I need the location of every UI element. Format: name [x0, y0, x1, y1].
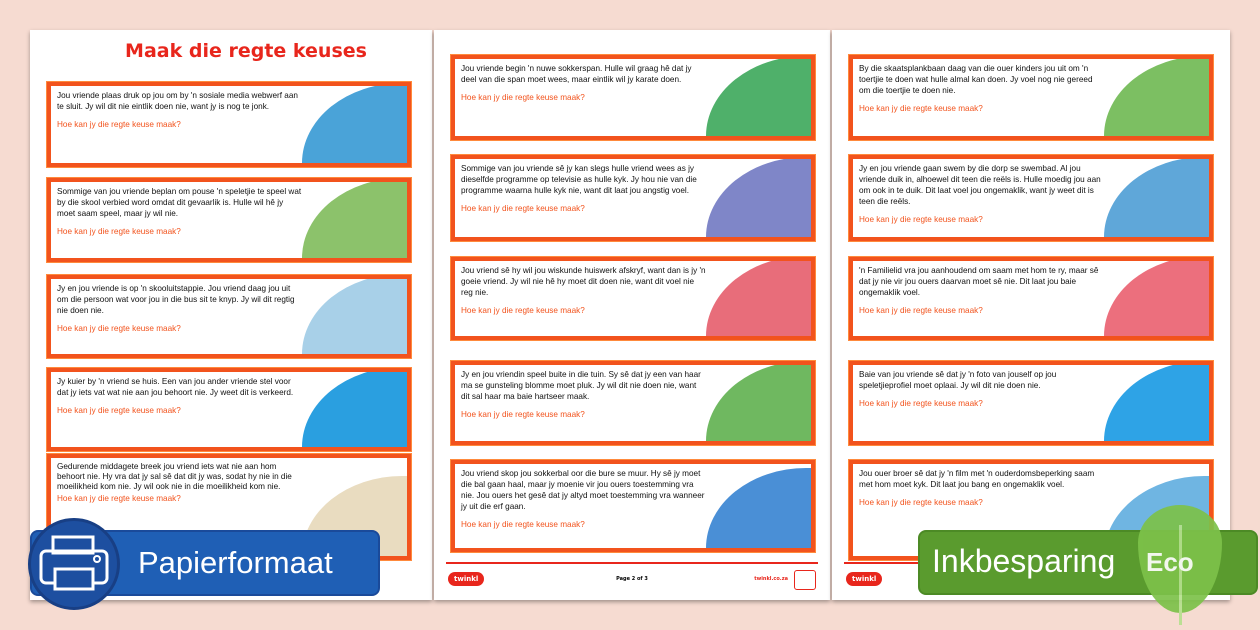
question-text: Hoe kan jy die regte keuse maak?	[461, 306, 585, 315]
site-url: twinkl.co.za	[754, 576, 788, 582]
twinkl-logo: twinkl	[846, 572, 882, 586]
question-text: Hoe kan jy die regte keuse maak?	[461, 204, 585, 213]
scenario-text: Jou vriende begin 'n nuwe sokkerspan. Hulle wil graag hê dat jy deel van die span moet wees, maar eintlik wil jy karate doen.	[461, 64, 692, 84]
page-number: Page 2 of 3	[616, 576, 648, 582]
scenario-card	[849, 155, 1213, 241]
ink-saving-label: Inkbesparing	[932, 543, 1116, 579]
scenario-text: Jou vriend skop jou sokkerbal oor die bure se muur. Hy sê jy moet die bal gaan haal, maar jy moenie vir jou ouers toestemming vra nie. Jou ouers het gesê dat jy altyd moet toestemming vra wanneer jy uit die erf gaan.	[461, 469, 705, 511]
scenario-text: Jou vriende plaas druk op jou om by 'n sosiale media webwerf aan te sluit. Jy wil dit nie eintlik doen nie, want jy is nog te jonk.	[57, 91, 298, 111]
scenario-card	[451, 55, 815, 140]
scenario-text: Sommige van jou vriende sê jy kan slegs hulle vriend wees as jy dieselfde programme op televisie as hulle kyk. Jy hou nie van die programme waarna hulle kyk nie, want dit laat jou angstig voel.	[461, 164, 697, 195]
illustration-image	[1104, 56, 1209, 136]
scenario-card	[47, 82, 411, 167]
question-text: Hoe kan jy die regte keuse maak?	[859, 215, 983, 224]
question-text: Hoe kan jy die regte keuse maak?	[859, 104, 983, 113]
question-text: Hoe kan jy die regte keuse maak?	[859, 399, 983, 408]
twinkl-logo: twinkl	[448, 572, 484, 586]
illustration-image	[1104, 257, 1209, 336]
scenario-card	[849, 55, 1213, 140]
illustration-image	[706, 257, 811, 336]
illustration-image	[1104, 157, 1209, 237]
illustration-image	[302, 83, 407, 163]
question-text: Hoe kan jy die regte keuse maak?	[57, 120, 181, 129]
eco-label: Eco	[1146, 547, 1194, 577]
scenario-text: Jy en jou vriende is op 'n skooluitstappie. Jou vriend daag jou uit om die persoon wat voor jou in die bus sit te knyp. Jy wil dit regtig nie doen nie.	[57, 284, 295, 315]
question-text: Hoe kan jy die regte keuse maak?	[57, 494, 181, 503]
worksheet-page-1	[30, 30, 432, 600]
question-text: Hoe kan jy die regte keuse maak?	[859, 498, 983, 507]
illustration-image	[302, 368, 407, 447]
scenario-card	[47, 178, 411, 262]
question-text: Hoe kan jy die regte keuse maak?	[859, 306, 983, 315]
scenario-card	[47, 275, 411, 358]
illustration-image	[706, 361, 811, 441]
question-text: Hoe kan jy die regte keuse maak?	[57, 324, 181, 333]
question-text: Hoe kan jy die regte keuse maak?	[57, 406, 181, 415]
illustration-image	[302, 275, 407, 354]
scenario-text: Baie van jou vriende sê dat jy 'n foto van jouself op jou speletjieprofiel moet oplaai. Jy wil dit nie doen nie.	[859, 370, 1057, 390]
scenario-text: 'n Familielid vra jou aanhoudend om saam met hom te ry, maar sê dat jy nie vir jou ouers daarvan moet sê nie. Dit laat jou baie ongemaklik voel.	[859, 266, 1099, 297]
scenario-text: Gedurende middagete breek jou vriend iets wat nie aan hom behoort nie. Hy vra dat jy sal sê dat dit jy was, sodat hy nie in die moeilikheid kom nie. Jy wil ook nie in die moeilikheid kom nie.	[57, 462, 292, 491]
illustration-image	[302, 178, 407, 258]
scenario-card	[849, 361, 1213, 445]
scenario-card	[47, 368, 411, 451]
badge-icon	[794, 570, 816, 590]
scenario-card	[849, 257, 1213, 340]
scenario-card	[451, 155, 815, 241]
scenario-text: Jy en jou vriende gaan swem by die dorp se swembad. Al jou vriende duik in, alhoewel dit teen die reëls is. Hulle moedig jou aan om ook in te duik. Dit laat voel jou ongemaklik, want jy weet dit is teen die reëls.	[859, 164, 1101, 206]
printer-icon	[28, 518, 120, 610]
illustration-image	[1104, 361, 1209, 441]
paper-size-label: Papierformaat	[138, 545, 333, 580]
worksheet-page-2	[434, 30, 830, 600]
scenario-card	[451, 361, 815, 445]
question-text: Hoe kan jy die regte keuse maak?	[461, 520, 585, 529]
page-title: Maak die regte keuses	[125, 40, 367, 62]
scenario-card	[451, 257, 815, 340]
illustration-image	[706, 56, 811, 136]
question-text: Hoe kan jy die regte keuse maak?	[57, 227, 181, 236]
scenario-text: By die skaatsplankbaan daag van die ouer kinders jou uit om 'n toertjie te doen wat hulle almal kan doen. Jy voel nog nie gereed om die toertjie te doen nie.	[859, 64, 1093, 95]
question-text: Hoe kan jy die regte keuse maak?	[461, 93, 585, 102]
illustration-image	[706, 157, 811, 237]
scenario-text: Jou ouer broer sê dat jy 'n film met 'n ouderdomsbeperking saam met hom moet kyk. Dit laat jou bang en ongemaklik voel.	[859, 469, 1095, 489]
scenario-text: Jy kuier by 'n vriend se huis. Een van jou ander vriende stel voor dat jy iets vat wat nie aan jou behoort nie. Jy weet dit is verkeerd.	[57, 377, 294, 397]
page-footer	[446, 562, 818, 592]
scenario-text: Jy en jou vriendin speel buite in die tuin. Sy sê dat jy een van haar ma se gunsteling blomme moet pluk. Jy wil dit nie doen nie, want dit sal haar ma baie hartseer maak.	[461, 370, 701, 401]
scenario-card	[451, 460, 815, 552]
scenario-text: Jou vriend sê hy wil jou wiskunde huiswerk afskryf, want dan is jy 'n goeie vriend. Jy wil nie hê hy moet dit doen nie, want dit voel nie reg nie.	[461, 266, 706, 297]
scenario-text: Sommige van jou vriende beplan om pouse 'n speletjie te speel wat by die skool verbied word omdat dit gevaarlik is. Hulle wil hê jy moet saam speel, maar jy wil nie.	[57, 187, 302, 218]
illustration-image	[706, 468, 811, 548]
question-text: Hoe kan jy die regte keuse maak?	[461, 410, 585, 419]
